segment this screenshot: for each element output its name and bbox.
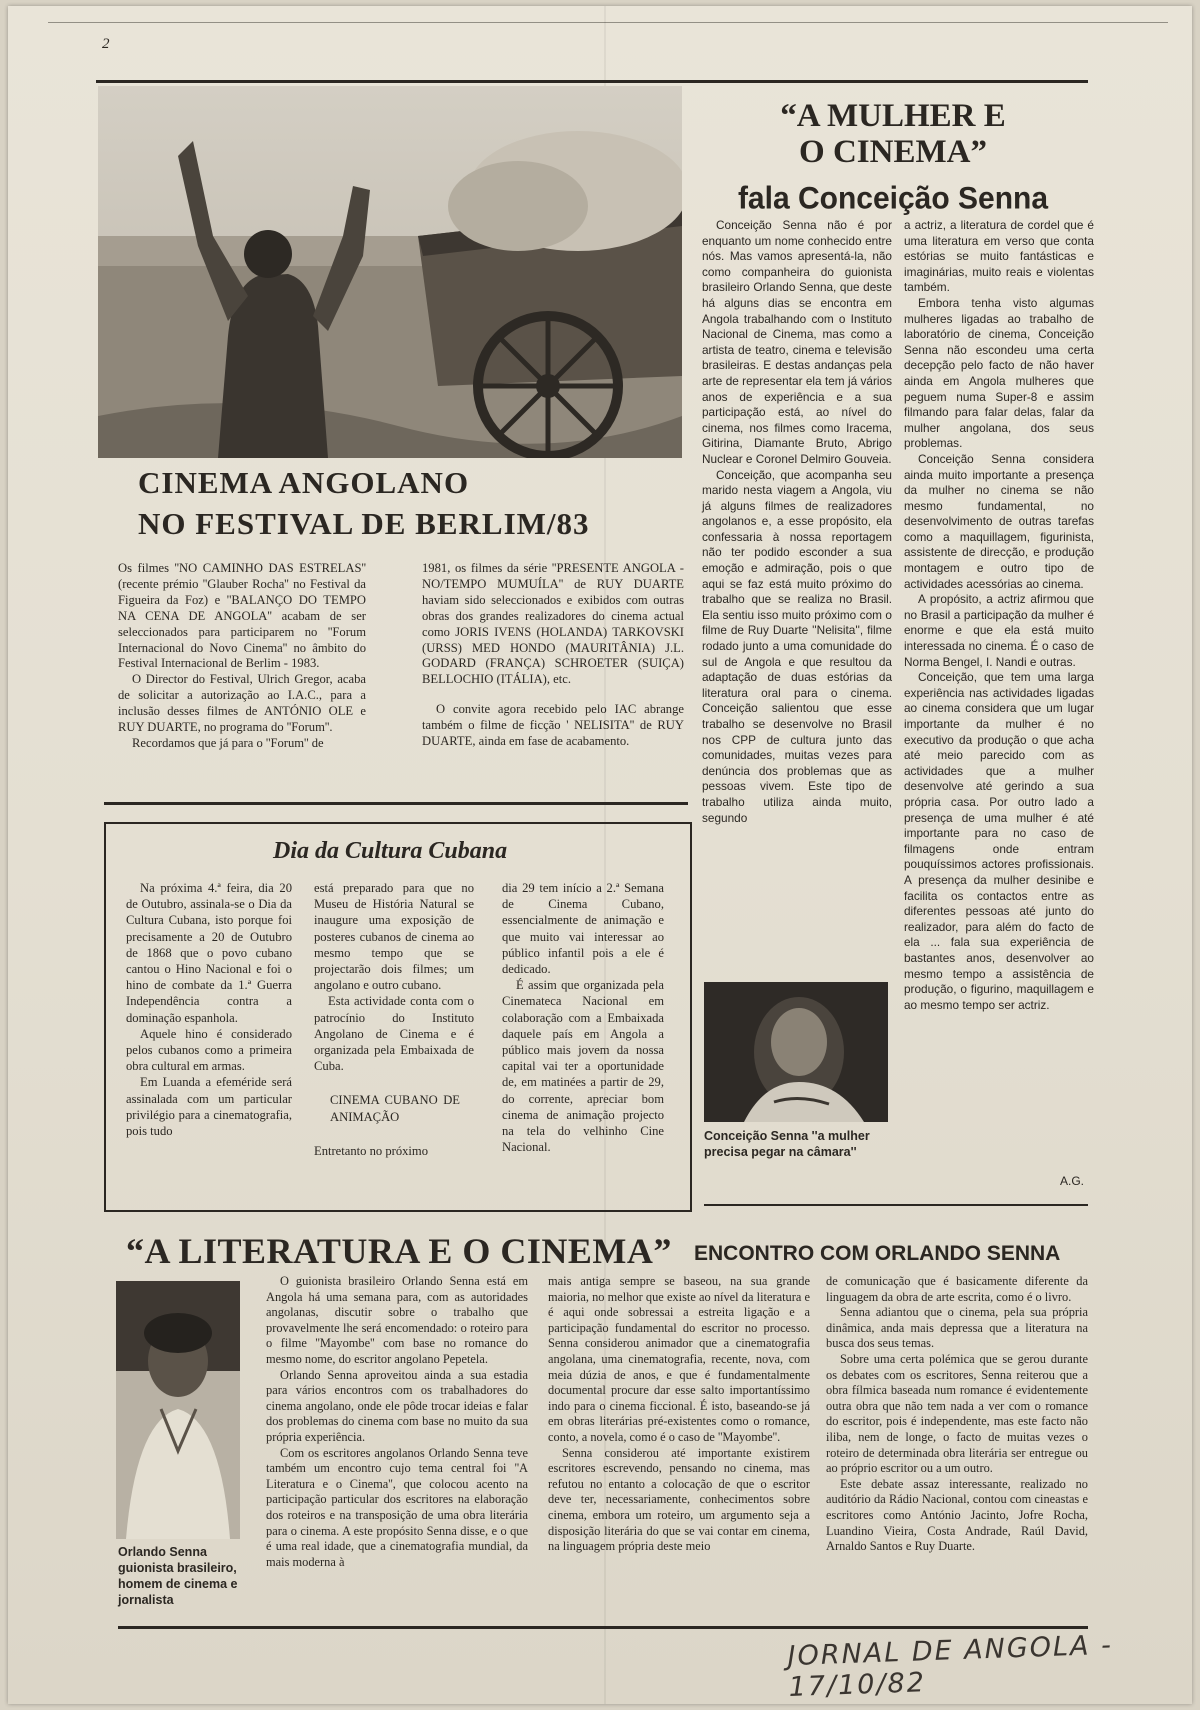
cultura-cubana-para: Na próxima 4.ª feira, dia 20 de Outubro, assinala-se o Dia da Cultura Cubana, isto porque foi precisamente a 20 de Outubro de 1868 que o povo cubano cantou o Hino Nacional e foi o hino de combate da 1.ª Guerra Independência contra a dominação espanhola. xyxy=(126,881,292,1025)
literatura-cinema-para: Senna adiantou que o cinema, pela sua própria dinâmica, anda mais depressa que a literatura na busca dos seus temas. xyxy=(826,1305,1088,1351)
newspaper-page xyxy=(8,6,1192,1704)
cinema-angolano-para: O convite agora recebido pelo IAC abrange também o filme de ficção ' NELISITA'' de RUY DUARTE, ainda em fase de acabamento. xyxy=(422,702,684,749)
top-rule-thin xyxy=(48,22,1168,23)
literatura-cinema-para: mais antiga sempre se baseou, na sua grande maioria, no melhor que existe ao nível da literatura e é aqui onde sobressai a estreita ligação e a participação fundamental do escritor no processo. Senna considerou animador que a cinematografia angolana, uma cinematografia, recente, nova, com meia dúzia de anos, e que é fundamentalmente documental procure dar esse salto importantíssimo indo para o cinema ficcional. É isto, baseando-se já em obras literárias pré-existentes como o romance, conto, a novela, como é o caso de ''Mayombe''. xyxy=(548,1274,810,1444)
mulher-cinema-signature: A.G. xyxy=(1060,1174,1085,1188)
literatura-cinema-para: Este debate assaz interessante, realizado no auditório da Rádio Nacional, contou com cineastas e escritores como António Jacinto, Jofre Rocha, Luandino Vieira, Costa Andrade, Raúl David, Arnaldo Santos e Ruy Duarte. xyxy=(826,1476,1088,1554)
literatura-cinema-headline: “A LITERATURA E O CINEMA” xyxy=(126,1231,672,1271)
literatura-cinema-para: Com os escritores angolanos Orlando Senna teve também um encontro cujo tema central foi ''A Literatura e o Cinema'', que colocou acento na participação particular dos escritores na elaboração dos roteiros e na transposição de uma obra literária para o cinema. A este propósito Senna disse, e o que é uma real idade, que a cinematografia mundial, da mais moderna à xyxy=(266,1445,528,1569)
cultura-cubana-col3 xyxy=(502,880,664,1155)
handwritten-note: JORNAL DE ANGOLA - 17/10/82 xyxy=(787,1629,1114,1704)
mulher-cinema-col2 xyxy=(904,218,1094,1013)
cultura-cubana-para: Em Luanda a efeméride será assinalada com um particular privilégio para a cinematografia, pois tudo xyxy=(126,1075,292,1139)
conceicao-senna-caption: Conceição Senna ''a mulher precisa pegar na câmara'' xyxy=(704,1129,870,1159)
mulher-cinema-para: Conceição, que tem uma larga experiência nas actividades ligadas ao cinema considera que um lugar importante da mulher é no executivo da produção o que acha até meio parecido com as actividades que a mulher desenvolve até gerindo a sua própria casa. Por outro lado a presença de uma mulher é até importante para no caso de filmagens onde entram pouquíssimos actores profissionais. A presença da mulher desinibe e facilita os contactos entre as diferentes pessoas até junto do realizador, para além do facto de ela ... fala sua experiência de bastantes anos, desenvolver ao mesmo tempo a assistência de produção, o figurino, maquillagem e ao mesmo tempo ser actriz. xyxy=(904,670,1094,1012)
cinema-angolano-para: Os filmes ''NO CAMINHO DAS ESTRELAS'' (recente prémio ''Glauber Rocha'' no Festival da Figueira da Foz) e ''BALANÇO DO TEMPO NA CENA DE ANGOLA'' acabam de ser seleccionados para participarem no ''Forum Internacional do Novo Cinema'' no âmbito do Festival Internacional de Berlim - 1983. xyxy=(118,561,366,671)
mulher-cinema-subheadline: fala Conceição Senna xyxy=(737,181,1049,216)
cinema-angolano-headline-line2: NO FESTIVAL DE BERLIM/83 xyxy=(138,506,590,541)
literatura-cinema-para: Sobre uma certa polémica que se gerou durante os debates com os escritores, Senna reiterou que a obra fílmica baseada num romance é evidentemente outra obra que não tem nada a ver com o romance do escritor, pois é independente, mas este facto não iliba, nem de longe, o facto de muitas vezes o roteiro de determinada obra literária ser entregue ou ao próprio escritor ou a um outro. xyxy=(826,1351,1088,1476)
cinema-angolano-col2 xyxy=(422,561,684,750)
literatura-cinema-para: O guionista brasileiro Orlando Senna está em Angola há uma semana para, com as autoridades angolanas, discutir sobre o trabalho que provavelmente lhe será encomendado: o roteiro para o filme ''Mayombe'' com base no romance do mesmo nome, do escritor angolano Pepetela. xyxy=(266,1274,528,1366)
mulher-cinema-para: Conceição Senna não é por enquanto um nome conhecido entre nós. Mas vamos apresentá-la, não como companheira do guionista brasileiro Orlando Senna, que deste há alguns dias se encontra em Angola trabalhando com o Instituto Nacional de Cinema, mas como a artista de teatro, cinema e televisão brasileiras. E destas andanças pela arte de representar ela tem já vários anos de experiência e a sua participação está, ao nível do cinema, nos filmes como Iracema, Gitirina, Diamante Bruto, Abrigo Nuclear e Coronel Delmiro Gouveia. xyxy=(702,218,892,466)
bottom-rule xyxy=(118,1626,1088,1629)
orlando-senna-caption: Orlando Senna guionista brasileiro, homem de cinema e jornalista xyxy=(118,1545,238,1607)
ox-cart-photo xyxy=(98,86,682,458)
cinema-angolano-para: O Director do Festival, Ulrich Gregor, acaba de solicitar a autorização ao I.A.C., para a inclusão desses filmes de ANTÓNIO OLE e RUY DUARTE, no programa do ''Forum''. xyxy=(118,672,366,735)
box-top-rule xyxy=(104,802,688,805)
conceicao-senna-photo xyxy=(704,982,888,1122)
cinema-angolano-headline xyxy=(138,462,590,544)
cinema-angolano-headline-line1: CINEMA ANGOLANO xyxy=(138,465,470,500)
cultura-cubana-para: Esta actividade conta com o patrocínio do Instituto Angolano de Cinema e é organizada pela Embaixada de Cuba. xyxy=(314,994,474,1074)
literatura-cinema-col2 xyxy=(548,1274,810,1555)
literatura-cinema-para: Senna considerou até importante existirem escritores escrevendo, pensando no cinema, mas refutou no entanto a colocação de que o escritor deve ter, necessariamente, conhecimentos sobre cinema, embora um roteiro, um argumento seja a disposição literária do que se vai contar em cinema, na linguagem própria deste meio xyxy=(548,1445,810,1554)
cinema-angolano-para: Recordamos que já para o ''Forum'' de xyxy=(132,735,324,750)
mulher-section-rule xyxy=(704,1204,1088,1206)
mulher-cinema-headline-line2: O CINEMA” xyxy=(799,134,987,170)
literatura-cinema-col1 xyxy=(266,1274,528,1570)
mulher-cinema-para: A propósito, a actriz afirmou que no Brasil a participação da mulher é enorme e que ela está muito interessada no cinema. É o caso de Norma Bengel, I. Nandi e outras. xyxy=(904,592,1094,669)
page-number: 2 xyxy=(102,36,110,52)
mulher-cinema-headline xyxy=(688,98,1098,170)
literatura-cinema-para: Orlando Senna aproveitou ainda a sua estadia para vários encontros com os trabalhadores do cinema angolano, onde ele pôde trocar ideias e falar dos problemas do cinema com base no muito da sua própria experiência. xyxy=(266,1367,528,1444)
cultura-cubana-para: dia 29 tem início a 2.ª Semana de Cinema Cubano, essencialmente de animação e que muito vai interessar ao público infantil pois a ele é dedicado. xyxy=(502,881,664,977)
mulher-cinema-para: Conceição Senna considera ainda muito importante a presença da mulher no cinema se não mesmo fundamental, no desenvolvimento de outras tarefas como a maquillagem, figurinista, assistente de direcção, e produção montagem e outro tipo de actividades acessórias ao cinema. xyxy=(904,451,1094,591)
top-rule xyxy=(96,80,1088,83)
cultura-cubana-para: É assim que organizada pela Cinemateca Nacional em colaboração com a Embaixada daquele país em Angola a público mais jovem da nossa capital vai ter a oportunidade de, em matinées a partir de 29, do corrente, apreciar bom cinema de animação projecto na tela do velhinho Cine Nacional. xyxy=(502,978,664,1155)
literatura-cinema-subheadline: ENCONTRO COM ORLANDO SENNA xyxy=(694,1242,1061,1265)
literatura-cinema-para: de comunicação que é basicamente diferente da linguagem da obra de arte escrita, como é o livro. xyxy=(826,1274,1088,1304)
cultura-cubana-col2 xyxy=(314,880,474,1159)
cinema-angolano-col1 xyxy=(118,561,366,752)
mulher-cinema-para: Conceição, que acompanha seu marido nesta viagem a Angola, viu já alguns filmes de realizadores angolanos e, a esse propósito, ela confessaria à nossa reportagem não ter podido esconder a sua emoção e admiração, pois o que aqui se faz está muito próximo do trabalho que se realiza no Brasil. Ela sentiu isso muito próximo com o filme de Ruy Duarte ''Nelisita'', filme rodado junto a uma comunidade do sul de Angola e que resultou da adaptação de duas estórias da literatura oral para o cinema. Conceição salientou que esse trabalho se desenvolve no Brasil nos CPP de cultura junto das comunidades, muitas vezes para denúncia dos problemas que as pessoas vivem. Este tipo de trabalho utiliza ainda muito, segundo xyxy=(702,467,892,825)
cultura-cubana-para: Aquele hino é considerado pelos cubanos como a primeira obra cultural em armas. xyxy=(126,1026,292,1074)
mulher-cinema-para: a actriz, a literatura de cordel que é uma literatura em verso que conta estórias se muito fantásticas e imaginárias, muito reais e violentas também. xyxy=(904,218,1094,295)
literatura-cinema-col3 xyxy=(826,1274,1088,1555)
cultura-cubana-subhead: CINEMA CUBANO DE ANIMAÇÃO xyxy=(330,1093,460,1124)
orlando-senna-photo xyxy=(116,1281,240,1539)
cinema-angolano-para: 1981, os filmes da série ''PRESENTE ANGOLA - NO/TEMPO MUMUÍLA'' de RUY DUARTE haviam sido seleccionados e exibidos com outras obras dos grandes realizadores do cinema actual como JORIS IVENS (HOLANDA) TARKOVSKI (URSS) MED HONDO (MAURITÂNIA) J.L. GODARD (FRANÇA) SCHROETER (SUIÇA) BELLOCHIO (ITÁLIA), etc. xyxy=(422,561,684,687)
mulher-cinema-col1 xyxy=(702,218,892,826)
cultura-cubana-title: Dia da Cultura Cubana xyxy=(273,838,508,864)
cultura-cubana-col1 xyxy=(126,880,292,1139)
mulher-cinema-headline-line1: “A MULHER E xyxy=(780,98,1006,134)
mulher-cinema-para: Embora tenha visto algumas mulheres ligadas ao trabalho de laboratório de cinema, Conceição Senna não escondeu uma certa decepção pelo facto de não haver ainda em Angola mulheres que peguem numa Super-8 e assim filmando para falar delas, falar da mulher angolana, dos seus problemas. xyxy=(904,295,1094,451)
cultura-cubana-para: Entretanto no próximo xyxy=(314,1143,429,1158)
cultura-cubana-para: está preparado para que no Museu de História Natural se inaugure uma exposição de posteres cubanos de cinema ao mesmo tempo que se projectarão dois filmes; um angolano e outro cubano. xyxy=(314,881,474,993)
